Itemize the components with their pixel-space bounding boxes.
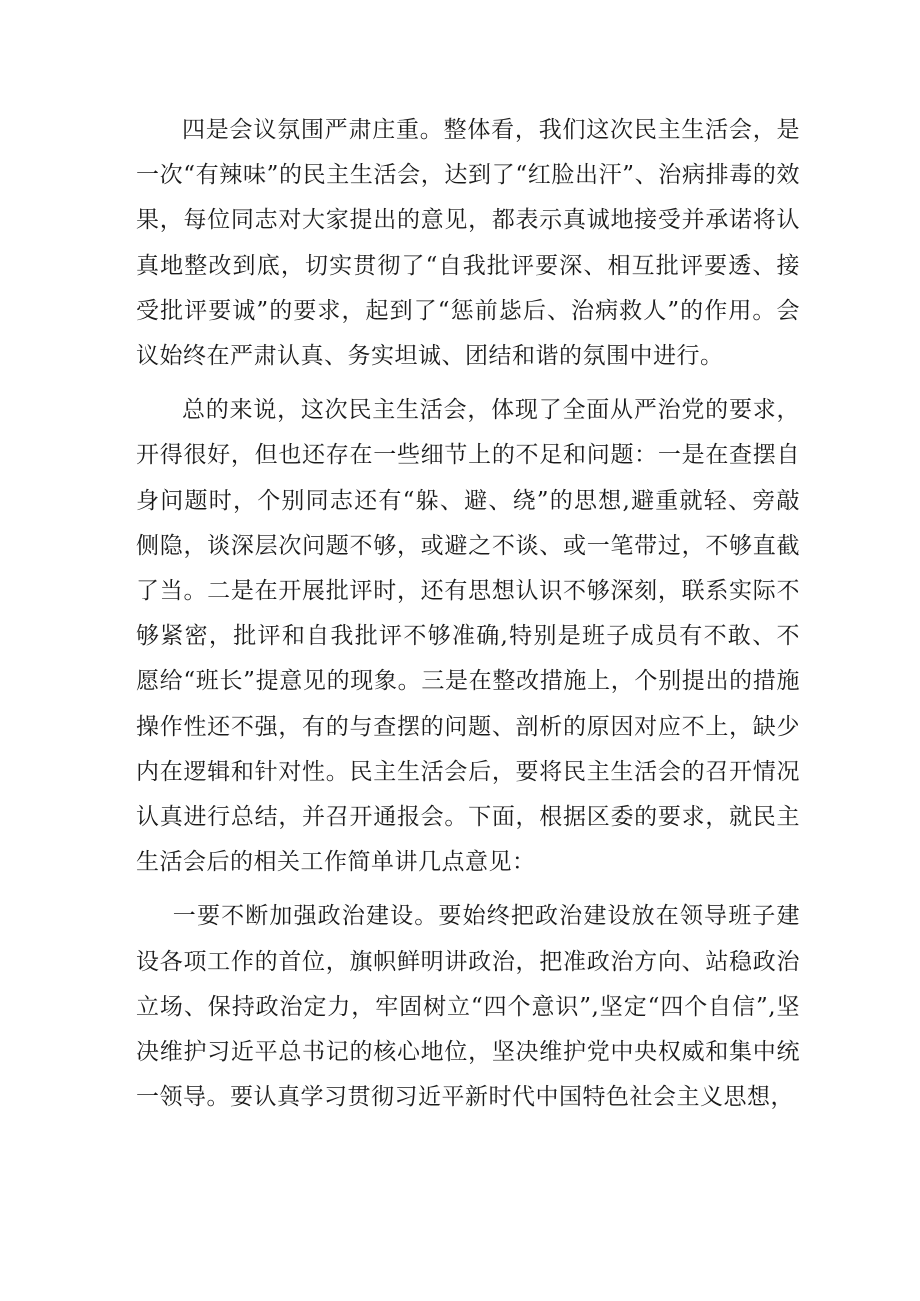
paragraph-meeting-atmosphere: 四是会议氛围严肃庄重。整体看，我们这次民主生活会，是一次“有辣味”的民主生活会，达到了“红脸出汗”、治病排毒的效果，每位同志对大家提出的意见，都表示真诚地接受并承诺将认真地整改到底，切实贯彻了“自我批评要深、相互批评要透、接受批评要诚”的要求，起到了“惩前毖后、治病救人”的作用。会议始终在严肃认真、务实坦诚、团结和谐的氛围中进行。 [136, 117, 800, 370]
document-body [136, 108, 800, 1120]
paragraph-overall-summary: 总的来说，这次民主生活会，体现了全面从严治党的要求，开得很好，但也还存在一些细节上的不足和问题：一是在查摆自身问题时，个别同志还有“躲、避、绕”的思想,避重就轻、旁敲侧隐，谈深层次问题不够，或避之不谈、或一笔带过，不够直截了当。二是在开展批评时，还有思想认识不够深刻，联系实际不够紧密，批评和自我批评不够准确,特别是班子成员有不敢、不愿给“班长”提意见的现象。三是在整改措施上，个别提出的措施操作性还不强，有的与查摆的问题、剖析的原因对应不上，缺少内在逻辑和针对性。民主生活会后，要将民主生活会的召开情况认真进行总结，并召开通报会。下面，根据区委的要求，就民主生活会后的相关工作简单讲几点意见： [136, 397, 800, 876]
paragraph-political-construction: 一要不断加强政治建设。要始终把政治建设放在领导班子建设各项工作的首位，旗帜鲜明讲政治，把准政治方向、站稳政治立场、保持政治定力，牢固树立“四个意识”,坚定“四个自信”,坚决维护习近平总书记的核心地位，坚决维护党中央权威和集中统一领导。要认真学习贯彻习近平新时代中国特色社会主义思想， [136, 903, 800, 1111]
